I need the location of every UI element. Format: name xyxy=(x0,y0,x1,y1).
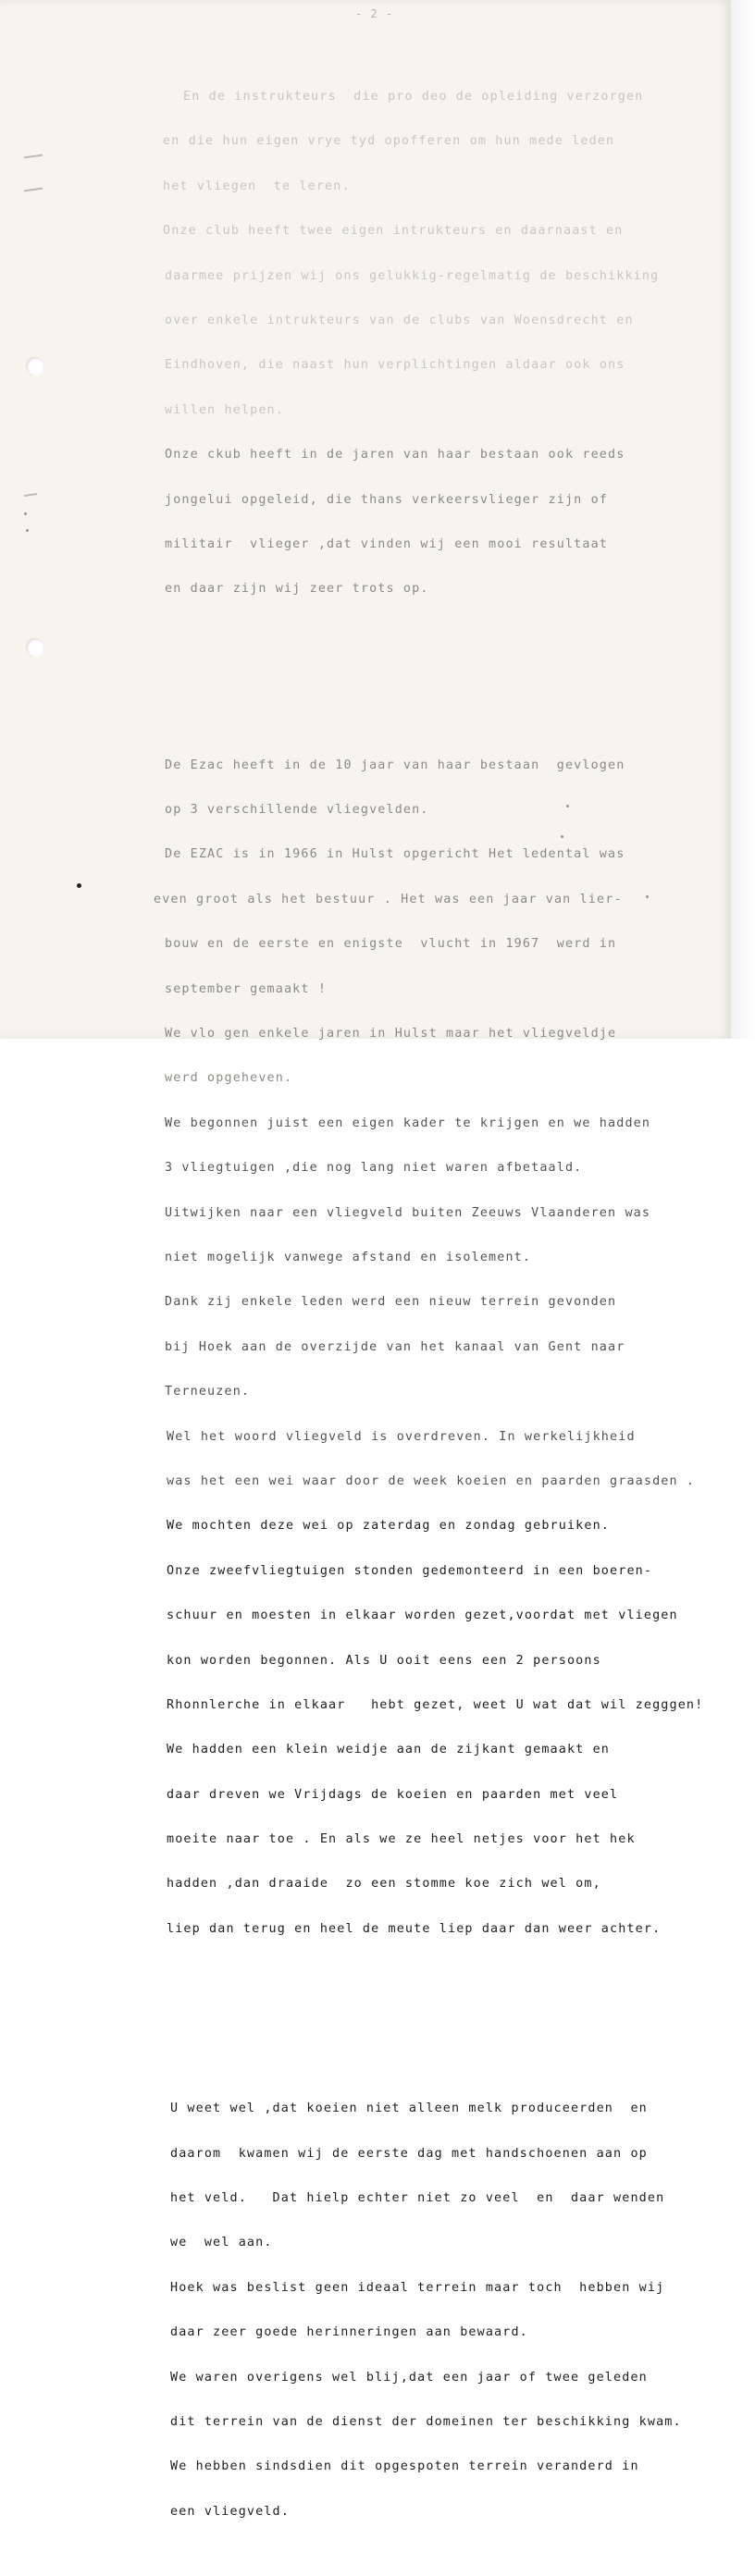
text-line: we wel aan. xyxy=(170,2236,273,2250)
text-line: Terneuzen. xyxy=(165,1385,251,1399)
text-line: het veld. Dat hielp echter niet zo veel en daar wenden xyxy=(170,2191,665,2206)
text-line: even groot als het bestuur . Het was een jaar van lier- xyxy=(154,892,623,906)
text-line: Dank zij enkele leden werd een nieuw terrein gevonden xyxy=(165,1295,617,1310)
page-number: - 2 - xyxy=(355,7,394,20)
text-line: militair vlieger ,dat vinden wij een mooi resultaat xyxy=(165,536,609,551)
text-line: Wel het woord vliegveld is overdreven. In werkelijkheid xyxy=(167,1429,636,1444)
text-line: daarmee prijzen wij ons gelukkig-regelmatig de beschikking xyxy=(165,268,660,283)
text-line: De Ezac heeft in de 10 jaar van haar bestaan gevlogen xyxy=(165,758,625,772)
typewritten-text xyxy=(0,33,731,2576)
paragraph-instructors xyxy=(0,61,731,626)
text-line: een vliegveld. xyxy=(170,2504,290,2519)
text-line: bouw en de eerste en enigste vlucht in 1967 werd in xyxy=(165,937,617,952)
text-line: Rhonnlerche in elkaar hebt gezet, weet U wat dat wil zegggen! xyxy=(167,1697,704,1712)
text-line: niet mogelijk vanwege afstand en isolement. xyxy=(165,1250,532,1264)
text-line: september gemaakt ! xyxy=(165,981,328,996)
paragraph-gap xyxy=(0,668,731,688)
text-line: Onze ckub heeft in de jaren van haar bestaan ook reeds xyxy=(165,448,625,462)
text-line: liep dan terug en heel de meute liep daar dan weer achter. xyxy=(167,1921,662,1936)
text-line: schuur en moesten in elkaar worden gezet,voordat met vliegen xyxy=(167,1608,678,1623)
text-line: dit terrein van de dienst der domeinen ter beschikking kwam. xyxy=(170,2414,682,2429)
text-line: Onze club heeft twee eigen intrukteurs en daarnaast en xyxy=(163,224,624,239)
text-line: En de instrukteurs die pro deo de opleiding verzorgen xyxy=(183,90,644,104)
text-line: 3 vliegtuigen ,die nog lang niet waren afbetaald. xyxy=(165,1161,583,1176)
text-line: We vlo gen enkele jaren in Hulst maar het vliegveldje xyxy=(165,1027,617,1041)
text-line: was het een wei waar door de week koeien en paarden graasden . xyxy=(167,1473,696,1488)
text-line: We waren overigens wel blij,dat een jaar of twee geleden xyxy=(170,2370,648,2385)
text-line: We mochten deze wei op zaterdag en zondag gebruiken. xyxy=(167,1519,611,1534)
text-line: We hadden een klein weidje aan de zijkant gemaakt en xyxy=(167,1743,611,1757)
text-line: Uitwijken naar een vliegveld buiten Zeeuws Vlaanderen was xyxy=(165,1205,651,1220)
text-line: kon worden begonnen. Als U ooit eens een 2 persoons xyxy=(167,1653,601,1668)
text-line: daarom kwamen wij de eerste dag met handschoenen aan op xyxy=(170,2146,648,2161)
text-line: hadden ,dan draaide zo een stomme koe zich wel om, xyxy=(167,1877,601,1892)
text-line: op 3 verschillende vliegvelden. xyxy=(165,803,429,818)
text-line: en daar zijn wij zeer trots op. xyxy=(165,582,429,597)
text-line: U weet wel ,dat koeien niet alleen melk produceerden en xyxy=(170,2101,648,2116)
text-line: De EZAC is in 1966 in Hulst opgericht Het ledental was xyxy=(165,847,625,862)
text-line: Eindhoven, die naast hun verplichtingen aldaar ook ons xyxy=(165,358,625,373)
text-line: en die hun eigen vrye tyd opofferen om hun mede leden xyxy=(163,134,615,149)
text-line: het vliegen te leren. xyxy=(163,179,351,193)
text-line: werd opgeheven. xyxy=(165,1071,293,1086)
paragraph-history xyxy=(0,730,731,1966)
text-line: Onze zweefvliegtuigen stonden gedemonteerd in een boeren- xyxy=(167,1563,653,1578)
text-line: willen helpen. xyxy=(165,402,284,417)
text-line: daar dreven we Vrijdags de koeien en paarden met veel xyxy=(167,1787,619,1802)
text-line: Hoek was beslist geen ideaal terrein maar toch hebben wij xyxy=(170,2280,665,2295)
paragraph-hoek xyxy=(0,2073,731,2548)
text-line: daar zeer goede herinneringen aan bewaard. xyxy=(170,2325,528,2340)
text-line: moeite naar toe . En als we ze heel netjes voor het hek xyxy=(167,1832,636,1847)
text-line: We hebben sindsdien dit opgespoten terrein veranderd in xyxy=(170,2459,639,2474)
text-line: We begonnen juist een eigen kader te krijgen en we hadden xyxy=(165,1115,651,1130)
text-line: over enkele intrukteurs van de clubs van Woensdrecht en xyxy=(165,313,634,327)
paragraph-gap xyxy=(0,2007,731,2031)
page-edge xyxy=(731,0,755,1039)
text-line: jongelui opgeleid, die thans verkeersvlieger zijn of xyxy=(165,492,609,507)
text-line: bij Hoek aan de overzijde van het kanaal van Gent naar xyxy=(165,1339,625,1354)
